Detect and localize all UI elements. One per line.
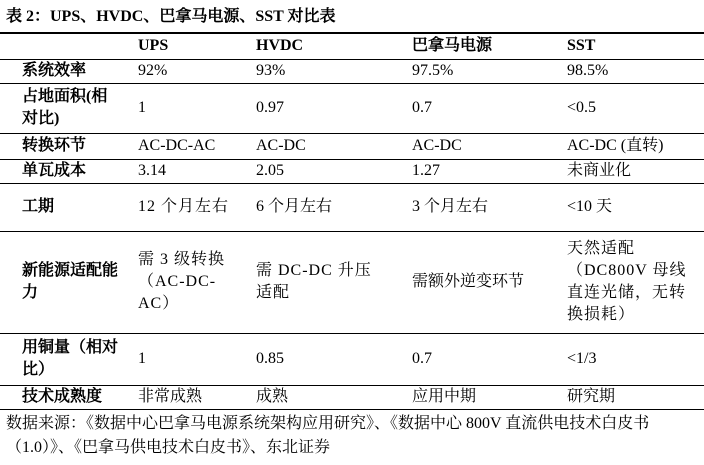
table-cell: 92% <box>138 62 168 79</box>
header-cell-hvdc: HVDC <box>256 37 304 55</box>
row-label: 用铜量（相对比） <box>22 339 119 378</box>
row-label: 系统效率 <box>22 62 87 79</box>
table-cell: 12 个月左右 <box>138 198 230 215</box>
table-cell: AC-DC (直转) <box>567 137 664 154</box>
table-cell: 93% <box>256 62 286 79</box>
table-row <box>0 83 704 133</box>
table-cell: 需 DC-DC 升压适配 <box>256 262 372 301</box>
table-row <box>0 133 704 159</box>
table-cell: <1/3 <box>567 350 597 367</box>
table-cell: 6 个月左右 <box>256 198 333 215</box>
row-label: 单瓦成本 <box>22 162 87 179</box>
row-label: 转换环节 <box>22 137 87 154</box>
table-cell: 0.7 <box>412 350 432 367</box>
source-note: 数据来源：《数据中心巴拿马电源系统架构应用研究》、《数据中心 800V 直流供电技术白皮书（1.0）》、《巴拿马供电技术白皮书》、东北证券 <box>6 415 650 456</box>
header-cell-panama: 巴拿马电源 <box>412 37 493 55</box>
table-row <box>0 385 704 409</box>
table-cell: 需 3 级转换（AC-DC-AC） <box>138 251 226 312</box>
table-cell: <10 天 <box>567 198 613 215</box>
table-cell: 3.14 <box>138 162 166 179</box>
table-cell: 0.85 <box>256 350 284 367</box>
table-row <box>0 159 704 183</box>
row-label: 工期 <box>22 198 55 215</box>
table-row <box>0 59 704 83</box>
table-cell: AC-DC-AC <box>138 137 216 154</box>
table-header-row <box>0 33 704 59</box>
table-caption: 表 2：UPS、HVDC、巴拿马电源、SST 对比表 <box>6 8 336 25</box>
table-cell: AC-DC <box>256 137 306 154</box>
table-cell: 2.05 <box>256 162 284 179</box>
table-cell: 非常成熟 <box>138 388 203 405</box>
table-cell: 0.7 <box>412 99 432 116</box>
table-cell: 98.5% <box>567 62 609 79</box>
table-cell: 97.5% <box>412 62 454 79</box>
header-cell-ups: UPS <box>138 37 169 55</box>
table-cell: 需额外逆变环节 <box>412 273 525 290</box>
table-cell: 1 <box>138 99 146 116</box>
header-cell-empty <box>0 33 128 59</box>
row-label: 新能源适配能力 <box>22 262 119 301</box>
table-cell: 未商业化 <box>567 162 632 179</box>
table-cell: 1.27 <box>412 162 440 179</box>
table-cell: 天然适配（DC800V 母线直连光储，无转换损耗） <box>567 240 687 323</box>
comparison-table <box>0 32 704 410</box>
table-cell: 研究期 <box>567 388 616 405</box>
table-row <box>0 333 704 385</box>
table-cell: AC-DC <box>412 137 462 154</box>
header-cell-sst: SST <box>567 37 596 55</box>
table-cell: 3 个月左右 <box>412 198 489 215</box>
table-row <box>0 231 704 333</box>
table-cell: <0.5 <box>567 99 597 116</box>
table-cell: 成熟 <box>256 388 289 405</box>
table-cell: 0.97 <box>256 99 284 116</box>
table-cell: 应用中期 <box>412 388 477 405</box>
row-label: 占地面积(相对比) <box>22 88 108 127</box>
table-row <box>0 183 704 231</box>
row-label: 技术成熟度 <box>22 388 103 405</box>
table-cell: 1 <box>138 350 146 367</box>
